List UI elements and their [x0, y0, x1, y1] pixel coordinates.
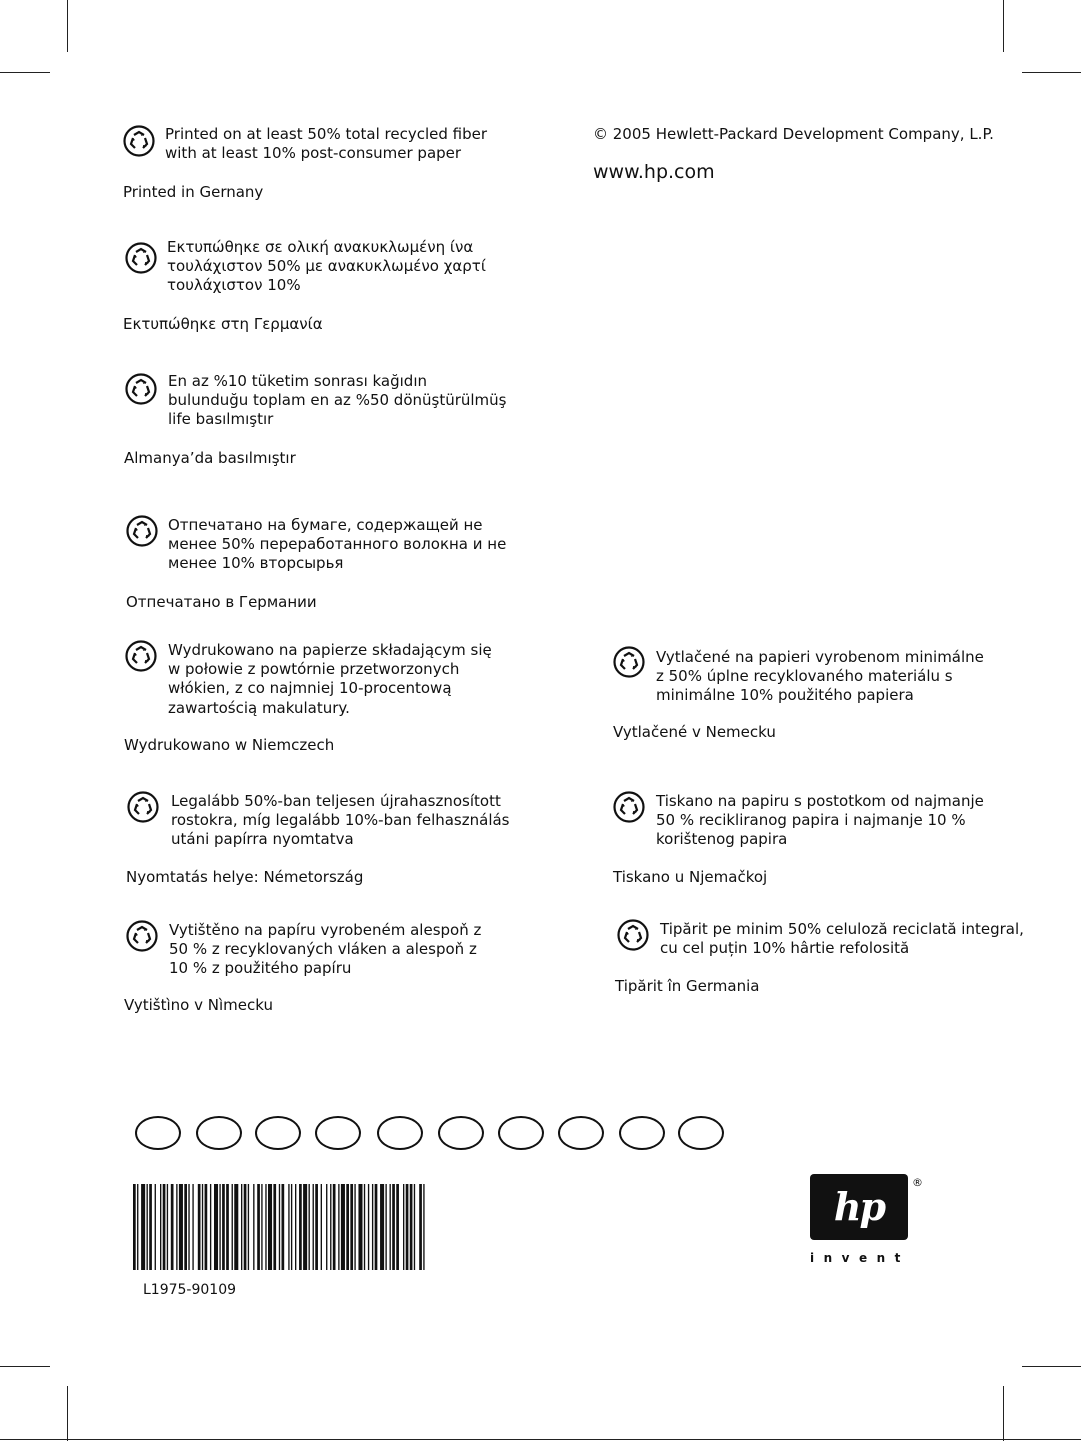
barcode-bar [282, 1184, 285, 1270]
barcode-bar [163, 1184, 166, 1270]
crop-mark [67, 1386, 68, 1441]
barcode-bar [350, 1184, 353, 1270]
invent-tagline: invent [810, 1251, 910, 1265]
barcode-bar [396, 1184, 399, 1270]
recycle-icon [613, 646, 645, 678]
recycle-icon [127, 791, 159, 823]
hp-logo [810, 1174, 908, 1240]
barcode-bar [385, 1184, 386, 1270]
barcode-bar [171, 1184, 174, 1270]
printed-in-statement: Almanya’da basılmıştır [124, 449, 296, 467]
barcode-bar [244, 1184, 247, 1270]
barcode-bar [253, 1184, 254, 1270]
barcode-bar [403, 1184, 404, 1270]
barcode-bar [346, 1184, 349, 1270]
barcode-bar [303, 1184, 307, 1270]
printed-in-statement: Εκτυπώθηκε στη Γερμανία [123, 315, 323, 333]
barcode-bar [214, 1184, 218, 1270]
oval-mark [377, 1116, 423, 1150]
barcode-bar [261, 1184, 262, 1270]
oval-mark [315, 1116, 361, 1150]
oval-mark [558, 1116, 604, 1150]
recycle-icon [126, 920, 158, 952]
barcode-bar [149, 1184, 152, 1270]
barcode-bar [279, 1184, 280, 1270]
barcode-bar [338, 1184, 339, 1270]
crop-mark [67, 0, 68, 52]
printed-in-statement: Vytištìno v Nìmecku [124, 996, 273, 1014]
printed-in-statement: Отпечатано в Германии [126, 593, 317, 611]
barcode-bar [423, 1184, 424, 1270]
recycled-paper-statement: En az %10 tüketim sonrası kağıdın bulunduğu toplam en az %50 dönüştürülmüş life basılmıştır [168, 372, 507, 429]
barcode-bar [188, 1184, 189, 1270]
barcode-bar [257, 1184, 260, 1270]
barcode-bar [392, 1184, 395, 1270]
barcode-bar [179, 1184, 183, 1270]
barcode-bar [147, 1184, 148, 1270]
barcode-bar [364, 1184, 365, 1270]
barcode-bar [268, 1184, 272, 1270]
printed-in-statement: Wydrukowano w Niemczech [124, 736, 335, 754]
barcode-bar [198, 1184, 201, 1270]
recycled-paper-statement: Tipărit pe minim 50% celuloză reciclată integral, cu cel puțin 10% hârtie refolosită [660, 920, 1024, 958]
barcode-bar [299, 1184, 302, 1270]
barcode-bar [358, 1184, 362, 1270]
part-number: L1975-90109 [143, 1282, 237, 1298]
barcode-bar [288, 1184, 289, 1270]
barcode-bar [315, 1184, 318, 1270]
barcode-bar [380, 1184, 384, 1270]
recycled-paper-statement: Vytlačené na papieri vyrobenom minimálne z 50% úplne recyklovaného materiálu s minimálne 10% použitého papiera [656, 648, 984, 705]
oval-mark [498, 1116, 544, 1150]
barcode-bar [295, 1184, 296, 1270]
crop-mark [0, 1366, 50, 1367]
barcode-bar [330, 1184, 331, 1270]
crop-mark [1022, 72, 1081, 73]
oval-mark [255, 1116, 301, 1150]
recycle-icon [123, 125, 155, 157]
barcode-bar [354, 1184, 355, 1270]
barcode-bar [232, 1184, 233, 1270]
barcode [133, 1184, 529, 1270]
barcode-bar [241, 1184, 242, 1270]
oval-mark [135, 1116, 181, 1150]
crop-mark [1003, 0, 1004, 52]
printed-in-statement: Nyomtatás helye: Németország [126, 868, 364, 886]
oval-mark [196, 1116, 242, 1150]
crop-mark [0, 72, 50, 73]
barcode-bar [205, 1184, 208, 1270]
barcode-bar [176, 1184, 177, 1270]
barcode-bar [333, 1184, 336, 1270]
barcode-bar [192, 1184, 193, 1270]
barcode-bar [133, 1184, 136, 1270]
barcode-bar [390, 1184, 391, 1270]
barcode-bar [341, 1184, 345, 1270]
recycled-paper-statement: Отпечатано на бумаге, содержащей не менее 50% переработанного волокна и не менее 10% вторсырья [168, 516, 507, 573]
crop-mark [1003, 1386, 1004, 1441]
barcode-bar [184, 1184, 187, 1270]
barcode-bar [372, 1184, 373, 1270]
recycle-icon [125, 640, 157, 672]
recycle-icon [125, 242, 157, 274]
barcode-bar [406, 1184, 409, 1270]
recycle-icon [617, 919, 649, 951]
recycle-icon [613, 791, 645, 823]
barcode-bar [326, 1184, 327, 1270]
recycled-paper-statement: Εκτυπώθηκε σε ολική ανακυκλωμένη ίνα τουλάχιστον 50% με ανακυκλωμένο χαρτί τουλάχιστον 10% [167, 238, 486, 295]
recycled-paper-statement: Vytištěno na papíru vyrobeném alespoň z 50 % z recyklovaných vláken a alespoň z 10 % z použitého papíru [169, 921, 482, 978]
barcode-bar [222, 1184, 225, 1270]
recycled-paper-statement: Printed on at least 50% total recycled fiber with at least 10% post-consumer paper [165, 125, 488, 163]
registered-mark: ® [912, 1176, 923, 1189]
printed-in-statement: Tiskano u Njemačkoj [613, 868, 768, 886]
oval-mark [619, 1116, 665, 1150]
website-url: www.hp.com [593, 161, 715, 183]
barcode-bar [321, 1184, 322, 1270]
barcode-bar [248, 1184, 249, 1270]
barcode-bar [313, 1184, 314, 1270]
barcode-bar [291, 1184, 292, 1270]
barcode-bar [219, 1184, 220, 1270]
recycle-icon [125, 373, 157, 405]
barcode-bar [265, 1184, 266, 1270]
recycled-paper-statement: Wydrukowano na papierze składającym się w połowie z powtórnie przetworzonych włókien, z co najmniej 10-procentową zawartością makulatury. [168, 641, 492, 717]
barcode-bar [137, 1184, 138, 1270]
crop-mark [0, 1439, 1081, 1440]
hp-logo-text: hp [833, 1184, 885, 1229]
barcode-bar [368, 1184, 369, 1270]
recycled-paper-statement: Tiskano na papiru s postotkom od najmanje 50 % recikliranog papira i najmanje 10 % korištenog papira [656, 792, 984, 849]
oval-mark [438, 1116, 484, 1150]
oval-mark [678, 1116, 724, 1150]
recycle-icon [126, 515, 158, 547]
printed-in-statement: Vytlačené v Nemecku [613, 723, 776, 741]
barcode-bar [167, 1184, 168, 1270]
barcode-bar [141, 1184, 145, 1270]
crop-mark [1022, 1366, 1081, 1367]
barcode-bar [160, 1184, 161, 1270]
barcode-bar [226, 1184, 229, 1270]
barcode-bar [155, 1184, 156, 1270]
barcode-bar [419, 1184, 422, 1270]
barcode-bar [414, 1184, 415, 1270]
barcode-bar [234, 1184, 238, 1270]
barcode-bar [202, 1184, 203, 1270]
barcode-bar [375, 1184, 378, 1270]
recycled-paper-statement: Legalább 50%-ban teljesen újrahasznosított rostokra, míg legalább 10%-ban felhasználás utáni papírra nyomtatva [171, 792, 510, 849]
printed-in-statement: Tipărit în Germania [615, 977, 760, 995]
barcode-bar [273, 1184, 276, 1270]
barcode-bar [210, 1184, 211, 1270]
printed-in-statement: Printed in Gernany [123, 183, 264, 201]
copyright-notice: © 2005 Hewlett-Packard Development Company, L.P. [593, 125, 994, 143]
barcode-bar [410, 1184, 413, 1270]
barcode-bar [309, 1184, 310, 1270]
